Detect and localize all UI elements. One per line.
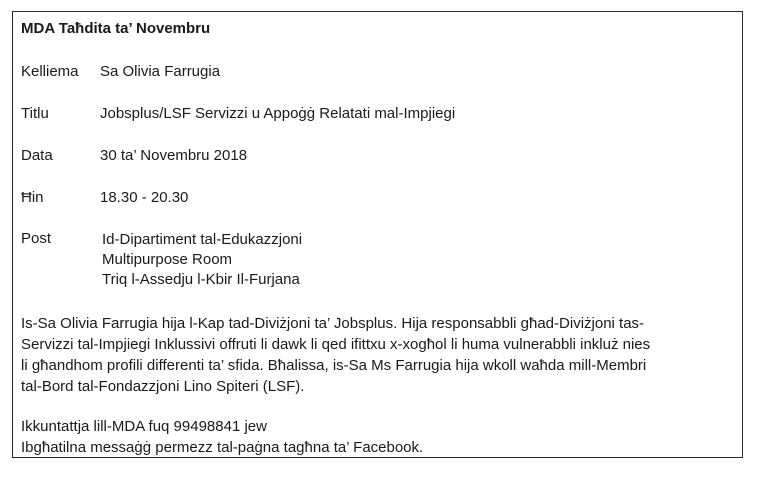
place-label: Post <box>21 230 52 247</box>
date-label: Data <box>21 147 53 164</box>
address-line: Multipurpose Room <box>102 251 233 268</box>
talk-title-label: Titlu <box>21 105 49 122</box>
bio-line: Is-Sa Olivia Farrugia hija l-Kap tad-Diviżjoni ta’ Jobsplus. Hija responsabbli għad-Diviżjoni tas- <box>21 315 645 332</box>
address-line: Triq l-Assedju l-Kbir Il-Furjana <box>102 271 300 288</box>
contact-line: Ikkuntattja lill-MDA fuq 99498841 jew <box>21 418 267 435</box>
contact-line: Ibgħatilna messaġġ permezz tal-paġna tagħna ta’ Facebook. <box>21 439 424 456</box>
place-address <box>102 230 302 290</box>
bio-line: tal-Bord tal-Fondazzjoni Lino Spiteri (LSF). <box>21 378 305 395</box>
bio-line: li għandhom profili differenti ta’ sfida. Bħalissa, is-Sa Ms Farrugia hija wkoll waħda mill-Membri <box>21 357 647 374</box>
bio-line: Servizzi tal-Impjiegi Inklussivi offruti li dawk li qed ifittxu x-xogħol li huma vulnerabbli inkluż nies <box>21 336 651 353</box>
notice-title: MDA Taħdita ta’ Novembru <box>21 20 211 37</box>
contact-info <box>21 416 736 458</box>
date-value: 30 ta’ Novembru 2018 <box>100 147 248 164</box>
speaker-bio <box>21 313 736 397</box>
address-line: Id-Dipartiment tal-Edukazzjoni <box>102 231 303 248</box>
time-label: Ħin <box>21 189 44 206</box>
talk-title-value: Jobsplus/LSF Servizzi u Appoġġ Relatati mal-Impjiegi <box>100 105 456 122</box>
time-value: 18.30 - 20.30 <box>100 189 189 206</box>
speaker-label: Kelliema <box>21 63 79 80</box>
speaker-value: Sa Olivia Farrugia <box>100 63 221 80</box>
